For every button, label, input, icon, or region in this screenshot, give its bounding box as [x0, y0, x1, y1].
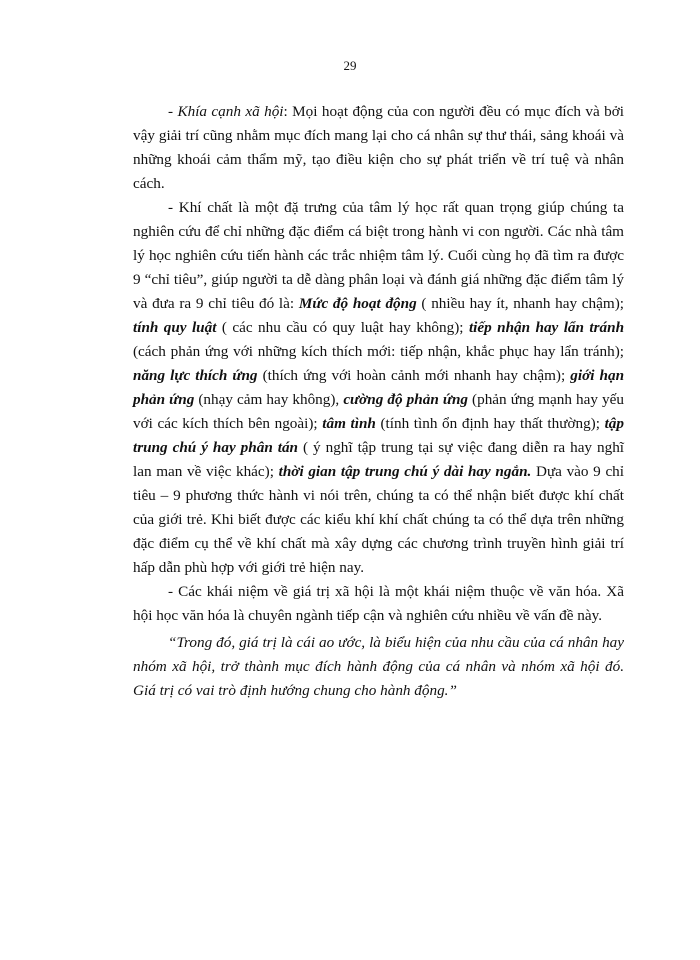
bold-italic-term: Mức độ hoạt động [298, 295, 417, 312]
bold-italic-term: thời gian tập trung chú ý dài hay ngắn. [278, 463, 532, 480]
text-run: Dựa vào 9 chỉ tiêu – 9 phương thức hành vi nói trên, chúng ta có thể nhận biết được khí chất của giới trẻ. Khi biết được các kiểu khí khí chất chúng ta có thể dựa trên những đặc điểm cụ thể về khí chất mà xây dựng các chương trình truyền hình giải trí hấp dẫn phù hợp với giới trẻ hiện nay. [133, 463, 624, 576]
text-run: ( các nhu cầu có quy luật hay không); [216, 319, 469, 336]
text-run: : Mọi hoạt động của con người đều có mục đích và bởi vậy giải trí cũng nhằm mục đích mang lại cho cá nhân sự thư thái, sảng khoái và những khoái cảm thẩm mỹ, tạo điều kiện cho sự phát triển về trí tuệ và nhân cách. [133, 103, 624, 192]
bold-italic-term: tính quy luật [133, 319, 217, 336]
bold-italic-term: cường độ phản ứng [343, 391, 468, 408]
text-run: (phản ứng mạnh hay yếu với các kích thích bên ngoài); [133, 391, 624, 432]
paragraph-social-values [133, 580, 624, 628]
paragraph-value-quote [133, 631, 624, 703]
text-run: (nhạy cảm hay không), [194, 391, 344, 408]
text-run: - [168, 103, 178, 120]
italic-text: “Trong đó, giá trị là cái ao ước, là biểu hiện của nhu cầu của cá nhân hay nhóm xã hội, trở thành mục đích hành động của cá nhân và nhóm xã hội đó. Giá trị có vai trò định hướng chung cho hành động.” [133, 634, 624, 699]
page-number: 29 [343, 58, 357, 73]
document-body [133, 100, 624, 703]
bold-italic-term: giới hạn phản ứng [133, 367, 625, 408]
text-run: - Khí chất là một đặ trưng của tâm lý học rất quan trọng giúp chúng ta nghiên cứu để chỉ những đặc điểm cá biệt trong hành vi con người. Các nhà tâm lý học nghiên cứu tiến hành các trắc nhiệm tâm lý. Cuối cùng họ đã tìm ra được 9 “chỉ tiêu”, giúp người ta dễ dàng phân loại và đánh giá những đặc điểm tâm lý và đưa ra 9 chỉ tiêu đó là: [133, 199, 624, 312]
italic-text: Khía cạnh xã hội [177, 103, 284, 120]
text-run: (tính tình ổn định hay thất thường); [375, 415, 605, 432]
text-run: (thích ứng với hoàn cảnh mới nhanh hay chậm); [257, 367, 571, 384]
bold-italic-term: tâm tình [322, 415, 376, 432]
bold-italic-term: tiếp nhận hay lẩn tránh [468, 319, 625, 336]
bold-italic-term: tập trung chú ý hay phân tán [133, 415, 624, 456]
paragraph-social-aspect [133, 100, 624, 196]
text-run: ( nhiều hay ít, nhanh hay chậm); [416, 295, 624, 312]
text-run: (cách phản ứng với những kích thích mới: tiếp nhận, khắc phục hay lẩn tránh); [133, 343, 624, 360]
paragraph-temperament [133, 196, 624, 580]
text-run: ( ý nghĩ tập trung tại sự việc đang diễn ra hay nghĩ lan man về việc khác); [133, 439, 625, 480]
bold-italic-term: năng lực thích ứng [133, 367, 258, 384]
text-run: - Các khái niệm về giá trị xã hội là một khái niệm thuộc về văn hóa. Xã hội học văn hóa là chuyên ngành tiếp cận và nghiên cứu nhiều về vấn đề này. [133, 583, 624, 624]
